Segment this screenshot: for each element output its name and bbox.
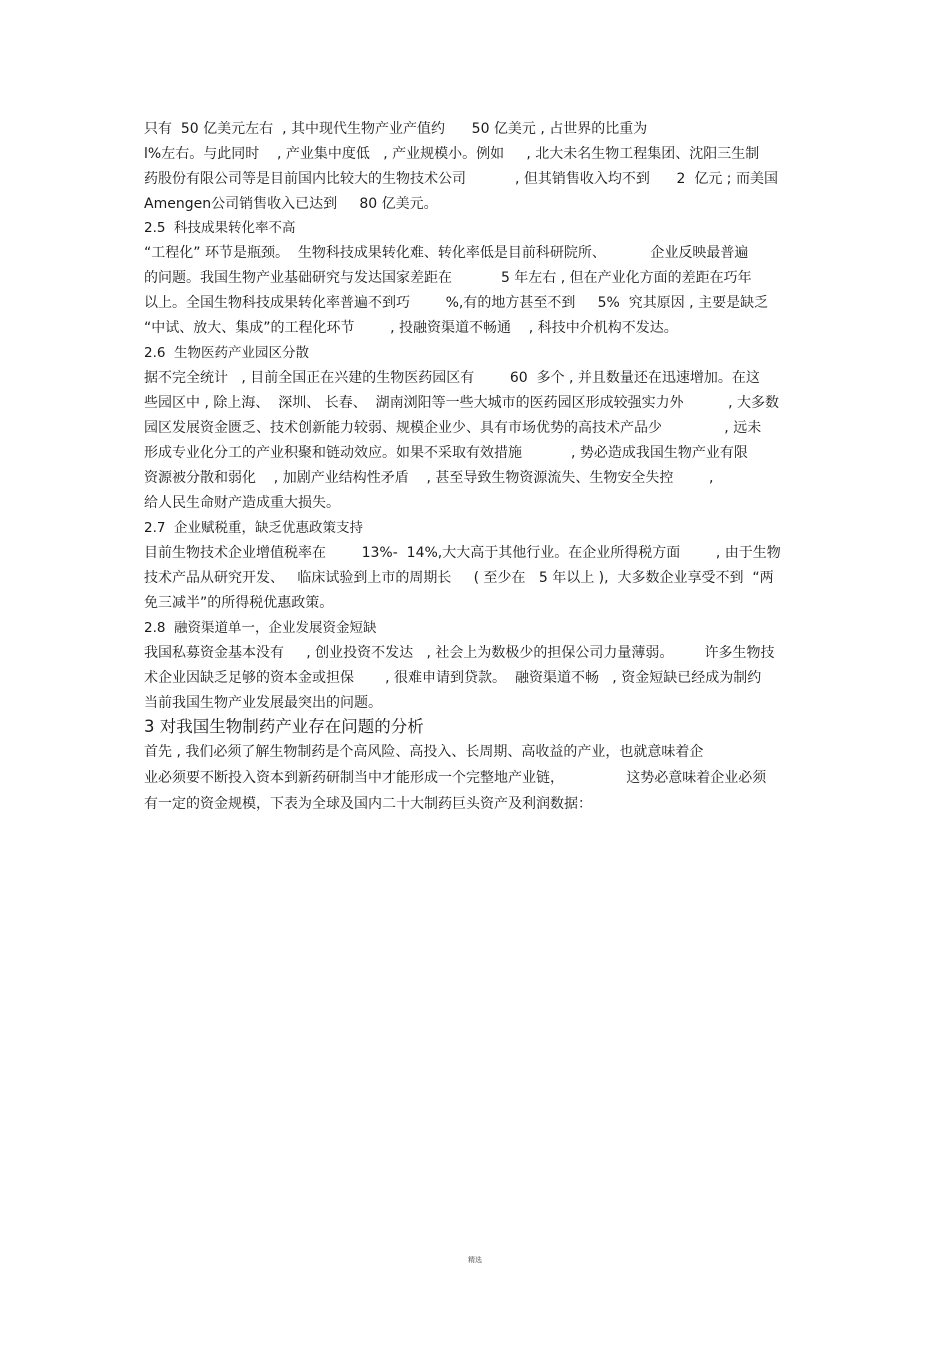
body-line-3: 药股份有限公司等是目前国内比较大的生物技术公司 , 但其销售收入均不到 2 亿元 ; 而美国 — [144, 171, 778, 187]
section-2-6-line-1: 据不完全统计 , 目前全国正在兴建的生物医药园区有 60 多个 , 并且数量还在迅速增加。在这 — [144, 370, 760, 386]
section-2-5-line-2: 的问题。我国生物产业基础研究与发达国家差距在 5 年左右 , 但在产业化方面的差距在巧年 — [144, 270, 752, 286]
section-heading-2-5: 2.5 科技成果转化率不高 — [144, 220, 296, 236]
section-2-7-line-1: 目前生物技术企业增值税率在 13%- 14%,大大高于其他行业。在企业所得税方面 , 由于生物 — [144, 545, 781, 561]
section-heading-2-6: 2.6 生物医药产业园区分散 — [144, 345, 310, 361]
section-2-6-line-5: 资源被分散和弱化 , 加剧产业结构性矛盾 , 甚至导致生物资源流失、生物安全失控 , — [144, 470, 714, 486]
section-2-6-line-2: 些园区中 , 除上海、 深圳、 长春、 湖南浏阳等一些大城市的医药园区形成较强实力外 , 大多数 — [144, 395, 780, 411]
section-2-6-line-6: 给人民生命财产造成重大损失。 — [144, 495, 340, 511]
section-heading-3: 3 对我国生物制药产业存在问题的分析 — [144, 717, 424, 736]
section-2-8-line-3: 当前我国生物产业发展最突出的问题。 — [144, 695, 382, 711]
section-2-8-line-1: 我国私募资金基本没有 , 创业投资不发达 , 社会上为数极少的担保公司力量薄弱。 许多生物技 — [144, 645, 775, 661]
section-2-7-line-3: 免三减半”的所得税优惠政策。 — [144, 595, 334, 611]
section-2-7-line-2: 技术产品从研究开发、 临床试验到上市的周期长 ( 至少在 5 年以上 ), 大多数企业享受不到 “两 — [144, 570, 774, 586]
section-2-5-line-4: “中试、放大、集成”的工程化环节 , 投融资渠道不畅通 , 科技中介机构不发达。 — [144, 320, 678, 336]
section-2-6-line-4: 形成专业化分工的产业积聚和链动效应。如果不采取有效措施 , 势必造成我国生物产业有限 — [144, 445, 748, 461]
section-3-line-3: 有一定的资金规模，下表为全球及国内二十大制药巨头资产及利润数据： — [144, 796, 592, 812]
section-3-line-2: 业必须要不断投入资本到新药研制当中才能形成一个完整地产业链， 这势必意味着企业必须 — [144, 770, 767, 786]
section-heading-2-7: 2.7 企业赋税重，缺乏优惠政策支持 — [144, 520, 364, 536]
body-line-4: Amengen公司销售收入已达到 80 亿美元。 — [144, 196, 438, 212]
section-3-line-1: 首先 , 我们必须了解生物制药是个高风险、高投入、长周期、高收益的产业，也就意味着企 — [144, 744, 704, 760]
section-2-8-line-2: 术企业因缺乏足够的资本金或担保 , 很难申请到贷款。 融资渠道不畅 , 资金短缺已经成为制约 — [144, 670, 762, 686]
page-footer: 精选 — [468, 1256, 482, 1264]
body-line-1: 只有 50 亿美元左右 , 其中现代生物产业产值约 50 亿美元 , 占世界的比重为 — [144, 121, 648, 137]
section-2-5-line-3: 以上。全国生物科技成果转化率普遍不到巧 %,有的地方甚至不到 5% 究其原因 , 主要是缺乏 — [144, 295, 769, 311]
section-heading-2-8: 2.8 融资渠道单一，企业发展资金短缺 — [144, 620, 377, 636]
section-2-6-line-3: 园区发展资金匮乏、技术创新能力较弱、规模企业少、具有市场优势的高技术产品少 , 远未 — [144, 420, 762, 436]
section-2-5-line-1: “工程化” 环节是瓶颈。 生物科技成果转化难、转化率低是目前科研院所、 企业反映最普遍 — [144, 245, 749, 261]
body-line-2: l%左右。与此同时 , 产业集中度低 , 产业规模小。例如 , 北大未名生物工程集团、沈阳三生制 — [144, 146, 760, 162]
